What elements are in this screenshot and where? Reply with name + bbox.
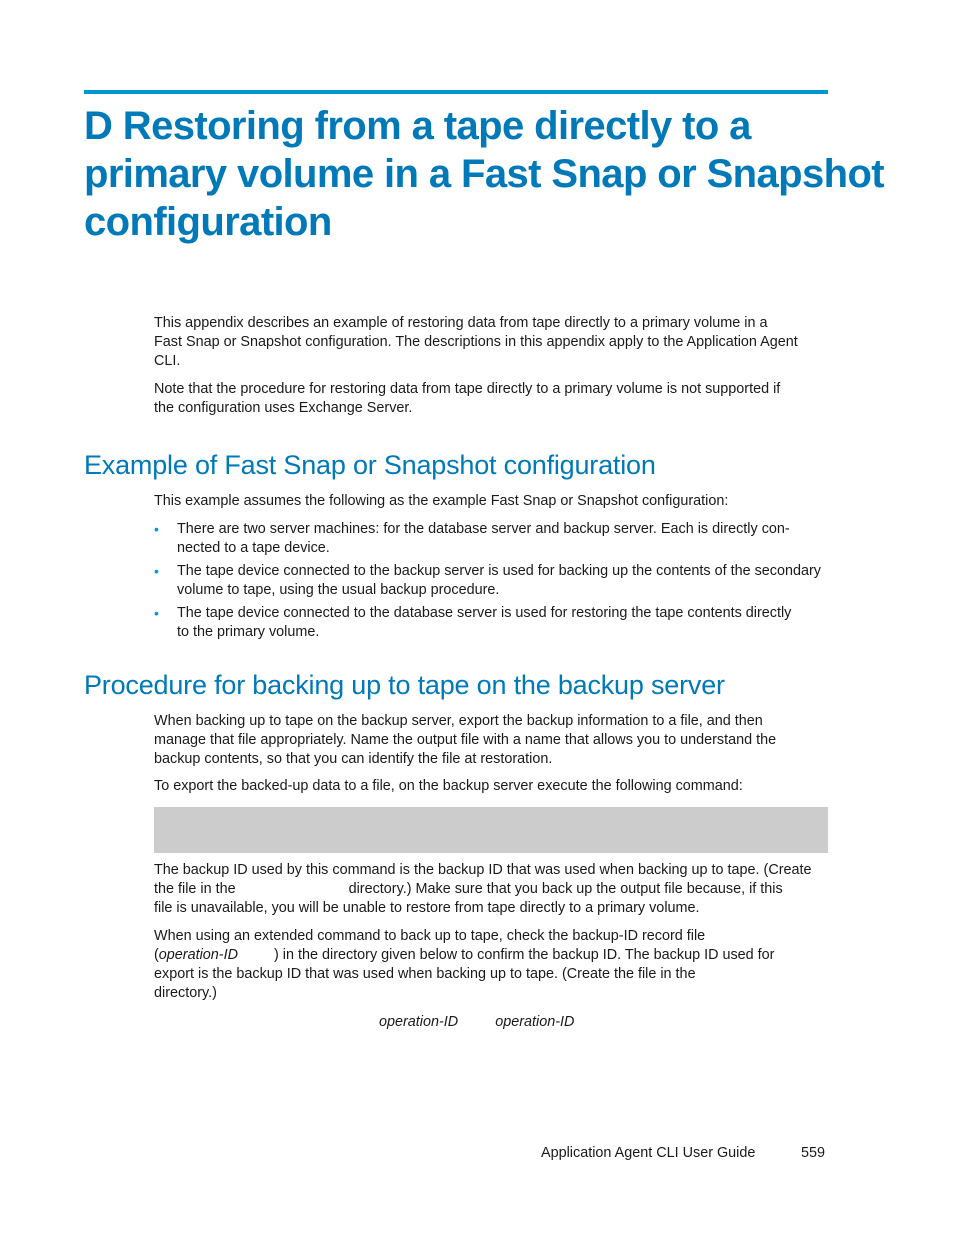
title-line: primary volume in a Fast Snap or Snapshot xyxy=(84,152,885,196)
example-lead-paragraph: This example assumes the following as the example Fast Snap or Snapshot configuration: xyxy=(154,493,729,509)
configuration-bullet-list xyxy=(154,520,830,646)
backup-id-paragraph: The backup ID used by this command is the backup ID that was used when backing up to tape. (Create the file in the directory.) Make sure that you back up the output file because, if this file is unavailable, you will be unable to restore from tape directly to a primary volume. xyxy=(154,862,812,916)
operation-id-term: operation-ID xyxy=(158,947,238,963)
appendix-title xyxy=(84,102,885,246)
title-rule xyxy=(84,90,828,94)
operation-id-term: operation-ID xyxy=(379,1014,459,1030)
section-heading-example: Example of Fast Snap or Snapshot configuration xyxy=(84,450,656,480)
section-heading-procedure: Procedure for backing up to tape on the backup server xyxy=(84,670,725,700)
operation-id-term: operation-ID xyxy=(495,1014,575,1030)
bullet-icon: • xyxy=(154,605,159,621)
bullet-icon: • xyxy=(154,563,159,579)
exchange-note-paragraph: Note that the procedure for restoring data from tape directly to a primary volume is not supported if the configuration uses Exchange Server. xyxy=(154,381,781,416)
procedure-intro-paragraph: When backing up to tape on the backup server, export the backup information to a file, and then manage that file appropriately. Name the output file with a name that allows you to understand the backup contents, so that you can identify the file at restoration. xyxy=(154,713,777,767)
list-item: • The tape device connected to the database server is used for restoring the tape contents directly to the primary volume. xyxy=(154,605,792,640)
list-item: • The tape device connected to the backup server is used for backing up the contents of the secondary volume to tape, using the usual backup procedure. xyxy=(154,563,821,598)
bullet-icon: • xyxy=(154,521,159,537)
command-code-block xyxy=(154,807,828,853)
list-item: • There are two server machines: for the database server and backup server. Each is directly con- nected to a tape device. xyxy=(154,521,790,556)
intro-paragraph: This appendix describes an example of restoring data from tape directly to a primary volume in a Fast Snap or Snapshot configuration. The descriptions in this appendix apply to the Application Agent CLI. xyxy=(154,315,798,369)
footer-page-number: 559 xyxy=(801,1145,826,1161)
operation-id-note xyxy=(154,1013,830,1032)
title-line: configuration xyxy=(84,200,332,244)
title-line: D Restoring from a tape directly to a xyxy=(84,104,751,148)
export-command-lead: To export the backed-up data to a file, on the backup server execute the following command: xyxy=(154,778,743,794)
extended-command-paragraph: When using an extended command to back up to tape, check the backup-ID record file (operation-ID ) in the directory given below to confirm the backup ID. The backup ID used for export is the backup ID that was used when backing up to tape. (Create the file in the directory.) xyxy=(154,928,775,1001)
footer-guide-title: Application Agent CLI User Guide xyxy=(541,1145,756,1161)
